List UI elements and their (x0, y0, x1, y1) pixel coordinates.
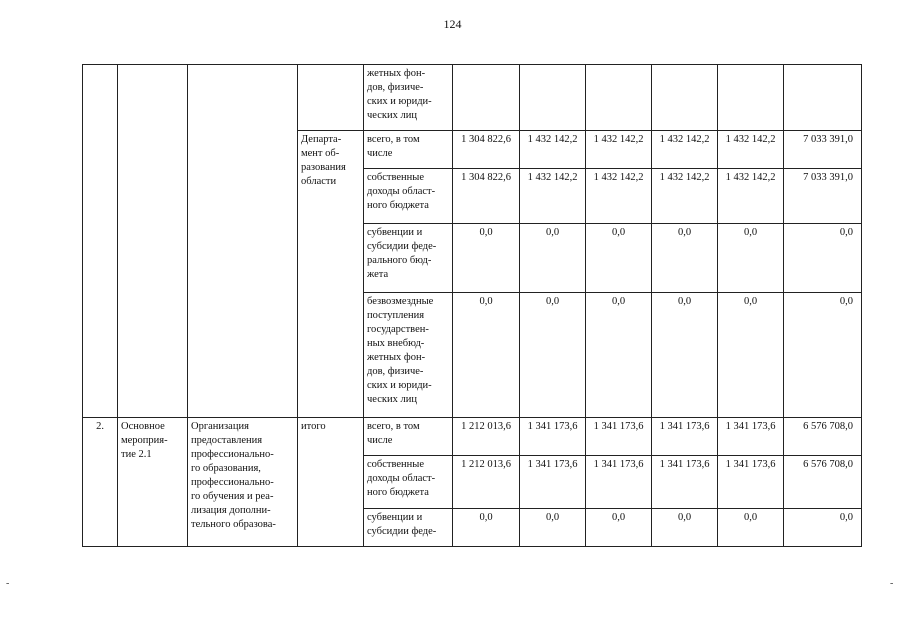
value-cell: 1 341 173,6 (652, 418, 718, 456)
table-row (83, 65, 862, 131)
value-cell: 1 341 173,6 (520, 456, 586, 509)
cell-program-name (188, 65, 298, 418)
funding-source: жетных фон- дов, физиче- ских и юриди- ческих лиц (364, 65, 453, 131)
scan-mark-left: - (6, 578, 10, 589)
cell-event: Основное мероприя- тие 2.1 (118, 418, 188, 547)
value-cell: 0,0 (520, 509, 586, 547)
cell-event (118, 65, 188, 418)
value-cell: 0,0 (453, 224, 520, 293)
funding-table (82, 64, 862, 547)
cell-number (83, 65, 118, 418)
funding-source: собственные доходы област- ного бюджета (364, 456, 453, 509)
value-cell: 1 432 142,2 (520, 131, 586, 169)
value-cell: 1 432 142,2 (652, 131, 718, 169)
value-cell: 1 432 142,2 (586, 131, 652, 169)
cell-executor (298, 65, 364, 131)
funding-source: всего, в том числе (364, 131, 453, 169)
value-cell: 0,0 (718, 293, 784, 418)
value-cell: 0,0 (586, 293, 652, 418)
value-cell: 1 432 142,2 (586, 169, 652, 224)
value-cell: 1 341 173,6 (718, 418, 784, 456)
value-cell: 1 212 013,6 (453, 418, 520, 456)
value-cell: 1 341 173,6 (718, 456, 784, 509)
funding-source: субвенции и субсидии феде- (364, 509, 453, 547)
value-cell: 1 341 173,6 (586, 418, 652, 456)
value-cell (718, 65, 784, 131)
funding-source: субвенции и субсидии феде- рального бюд- жета (364, 224, 453, 293)
value-cell-total: 0,0 (784, 293, 862, 418)
value-cell-total: 6 576 708,0 (784, 418, 862, 456)
value-cell: 1 212 013,6 (453, 456, 520, 509)
table-row (83, 418, 862, 456)
value-cell: 0,0 (586, 224, 652, 293)
value-cell: 0,0 (718, 224, 784, 293)
value-cell: 0,0 (586, 509, 652, 547)
value-cell-total: 0,0 (784, 224, 862, 293)
cell-executor-department: Департа- мент об- разования области (298, 131, 364, 418)
funding-source: безвозмездные поступления государствен- ных внебюд- жетных фон- дов, физиче- ских и юриди- ческих лиц (364, 293, 453, 418)
value-cell: 1 341 173,6 (586, 456, 652, 509)
value-cell: 0,0 (652, 293, 718, 418)
value-cell: 0,0 (453, 509, 520, 547)
value-cell: 0,0 (520, 293, 586, 418)
value-cell-total: 7 033 391,0 (784, 131, 862, 169)
value-cell: 1 304 822,6 (453, 169, 520, 224)
funding-source: всего, в том числе (364, 418, 453, 456)
cell-executor: итого (298, 418, 364, 547)
value-cell: 0,0 (652, 224, 718, 293)
value-cell: 1 341 173,6 (520, 418, 586, 456)
value-cell (453, 65, 520, 131)
page-number: 124 (443, 17, 462, 31)
value-cell (652, 65, 718, 131)
value-cell (520, 65, 586, 131)
value-cell: 0,0 (453, 293, 520, 418)
value-cell-total: 7 033 391,0 (784, 169, 862, 224)
value-cell-total: 0,0 (784, 509, 862, 547)
value-cell: 1 341 173,6 (652, 456, 718, 509)
funding-source: собственные доходы област- ного бюджета (364, 169, 453, 224)
value-cell: 0,0 (652, 509, 718, 547)
value-cell-total: 6 576 708,0 (784, 456, 862, 509)
scan-mark-right: - (890, 578, 894, 589)
value-cell: 1 432 142,2 (718, 131, 784, 169)
value-cell: 1 432 142,2 (718, 169, 784, 224)
cell-number: 2. (83, 418, 118, 547)
value-cell: 1 304 822,6 (453, 131, 520, 169)
cell-program-name: Организация предоставления профессионально- го образования, профессионально- го обучения и реа- лизация дополни- тельного образова- (188, 418, 298, 547)
value-cell: 1 432 142,2 (520, 169, 586, 224)
value-cell (586, 65, 652, 131)
value-cell-total (784, 65, 862, 131)
value-cell: 0,0 (520, 224, 586, 293)
value-cell: 0,0 (718, 509, 784, 547)
value-cell: 1 432 142,2 (652, 169, 718, 224)
